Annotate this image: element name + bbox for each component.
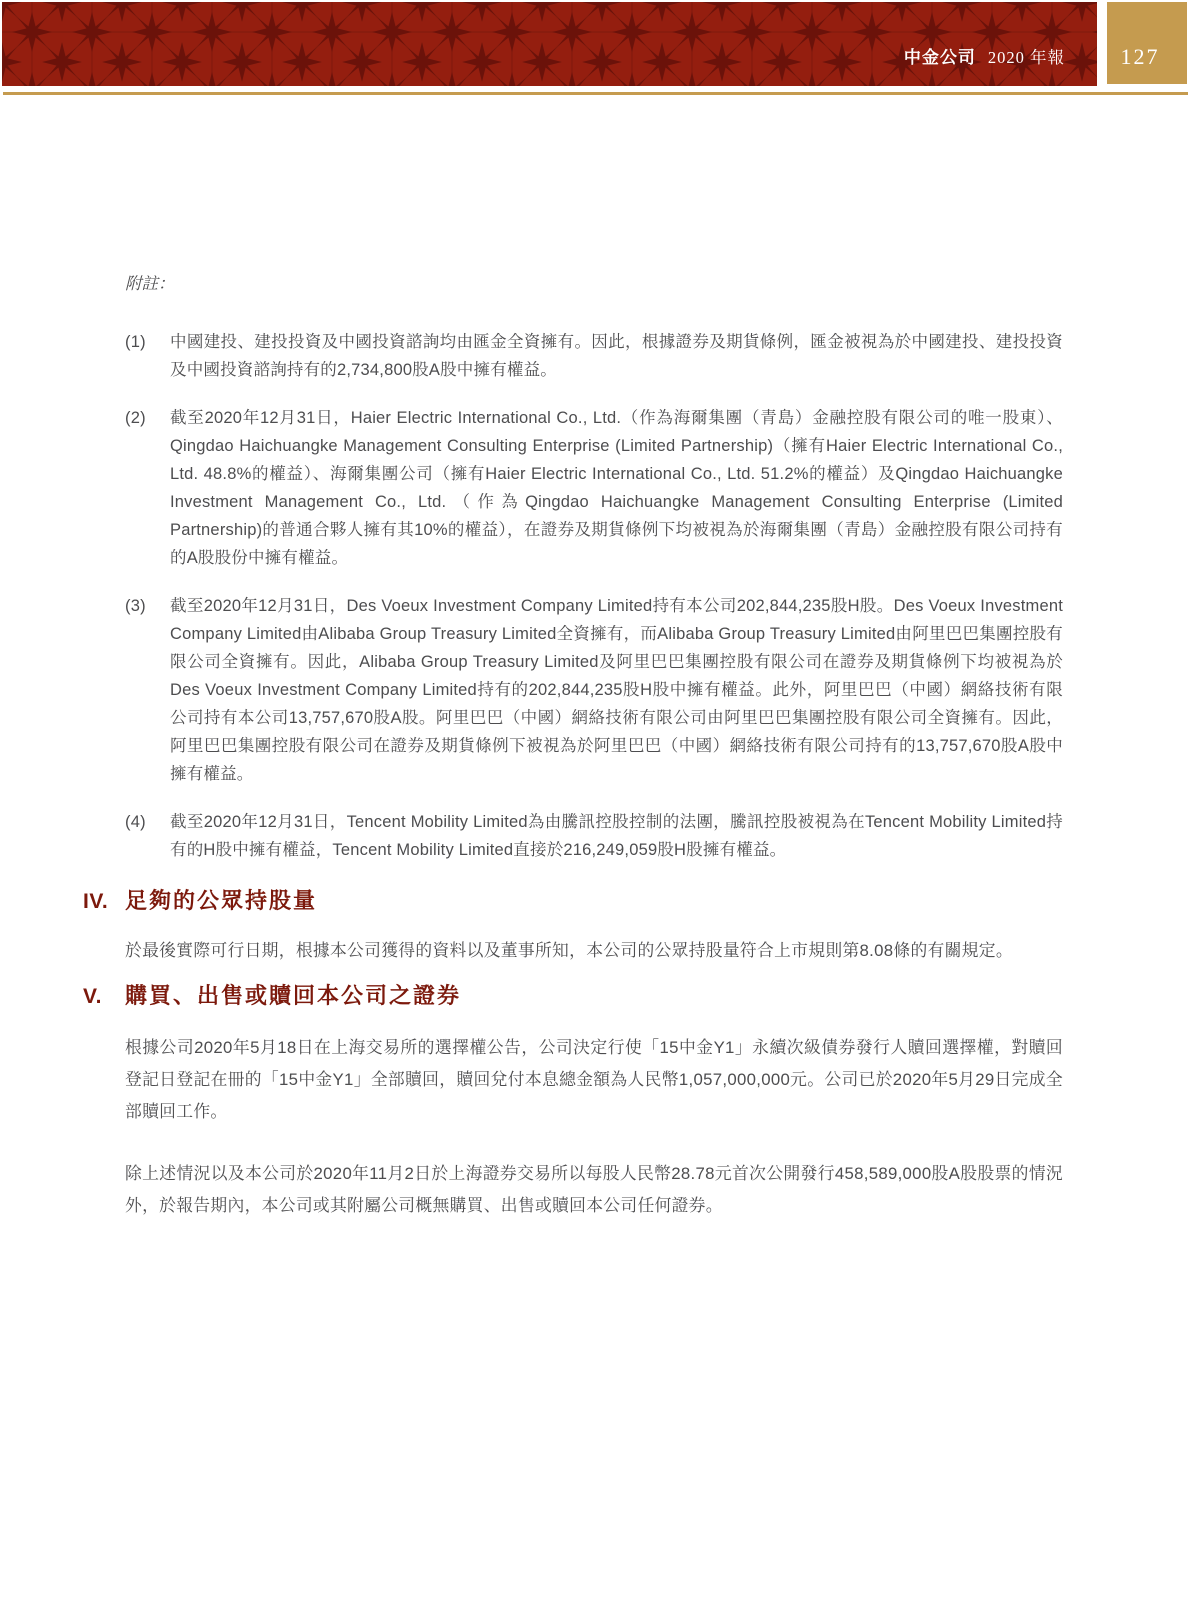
section-paragraph: 根據公司2020年5月18日在上海交易所的選擇權公告，公司決定行使「15中金Y1」永續次級債券發行人贖回選擇權，對贖回登記日登記在冊的「15中金Y1」全部贖回，贖回兌付本息總金額為人民幣1,057,000,000元。公司已於2020年5月29日完成全部贖回工作。 (125, 1038, 1063, 1121)
note-item (125, 404, 1063, 572)
section-paragraph: 除上述情況以及本公司於2020年11月2日於上海證券交易所以每股人民幣28.78元首次公開發行458,589,000股A股股票的情況外，於報告期內，本公司或其附屬公司概無購買、出售或贖回本公司任何證券。 (125, 1164, 1063, 1215)
note-text: 中國建投、建投投資及中國投資諮詢均由匯金全資擁有。因此，根據證券及期貨條例，匯金被視為於中國建投、建投投資及中國投資諮詢持有的2,734,800股A股中擁有權益。 (170, 333, 1063, 379)
section-paragraph: 於最後實際可行日期，根據本公司獲得的資料以及董事所知，本公司的公眾持股量符合上市規則第8.08條的有關規定。 (125, 941, 1013, 960)
note-item (125, 328, 1063, 384)
section-number: IV. (83, 890, 109, 913)
note-text: 截至2020年12月31日，Haier Electric International Co., Ltd.（作為海爾集團（青島）金融控股有限公司的唯一股東）、Qingdao Haichuangke Management Consulting Enterprise (Limited Partnership)（擁有Haier Electric International Co., Ltd. 48.8%的權益）、海爾集團公司（擁有Haier Electric International Co., Ltd. 51.2%的權益）及Qingdao Haichuangke Investment Management Co., Ltd.（作為Qingdao Haichuangke Management Consulting Enterprise (Limited Partnership)的普通合夥人擁有其10%的權益），在證券及期貨條例下均被視為於海爾集團（青島）金融控股有限公司持有的A股股份中擁有權益。 (170, 409, 1063, 567)
section-title: 足夠的公眾持股量 (125, 888, 318, 913)
note-number: (2) (125, 409, 146, 427)
section-heading-public-float (83, 884, 1063, 915)
page-number: 127 (1120, 44, 1160, 69)
note-number: (3) (125, 597, 146, 615)
note-text: 截至2020年12月31日，Tencent Mobility Limited為由騰訊控股控制的法團，騰訊控股被視為在Tencent Mobility Limited持有的H股中擁有權益，Tencent Mobility Limited直接於216,249,059股H股擁有權益。 (170, 813, 1063, 859)
note-item (125, 592, 1063, 788)
section-number: V. (83, 985, 102, 1008)
report-year-label: 2020 年報 (987, 48, 1065, 67)
section-title: 購買、出售或贖回本公司之證券 (125, 983, 462, 1008)
note-number: (4) (125, 813, 146, 831)
section-heading-securities (83, 979, 1063, 1010)
notes-label: 附註： (125, 275, 175, 293)
company-name: 中金公司 (903, 48, 976, 67)
note-item (125, 808, 1063, 864)
note-number: (1) (125, 333, 146, 351)
note-text: 截至2020年12月31日，Des Voeux Investment Company Limited持有本公司202,844,235股H股。Des Voeux Investment Company Limited由Alibaba Group Treasury Limited全資擁有，而Alibaba Group Treasury Limited由阿里巴巴集團控股有限公司全資擁有。因此，Alibaba Group Treasury Limited及阿里巴巴集團控股有限公司在證券及期貨條例下均被視為於Des Voeux Investment Company Limited持有的202,844,235股H股中擁有權益。此外，阿里巴巴（中國）網絡技術有限公司持有本公司13,757,670股A股。阿里巴巴（中國）網絡技術有限公司由阿里巴巴集團控股有限公司全資擁有。因此，阿里巴巴集團控股有限公司在證券及期貨條例下被視為於阿里巴巴（中國）網絡技術有限公司持有的13,757,670股A股中擁有權益。 (170, 597, 1063, 783)
